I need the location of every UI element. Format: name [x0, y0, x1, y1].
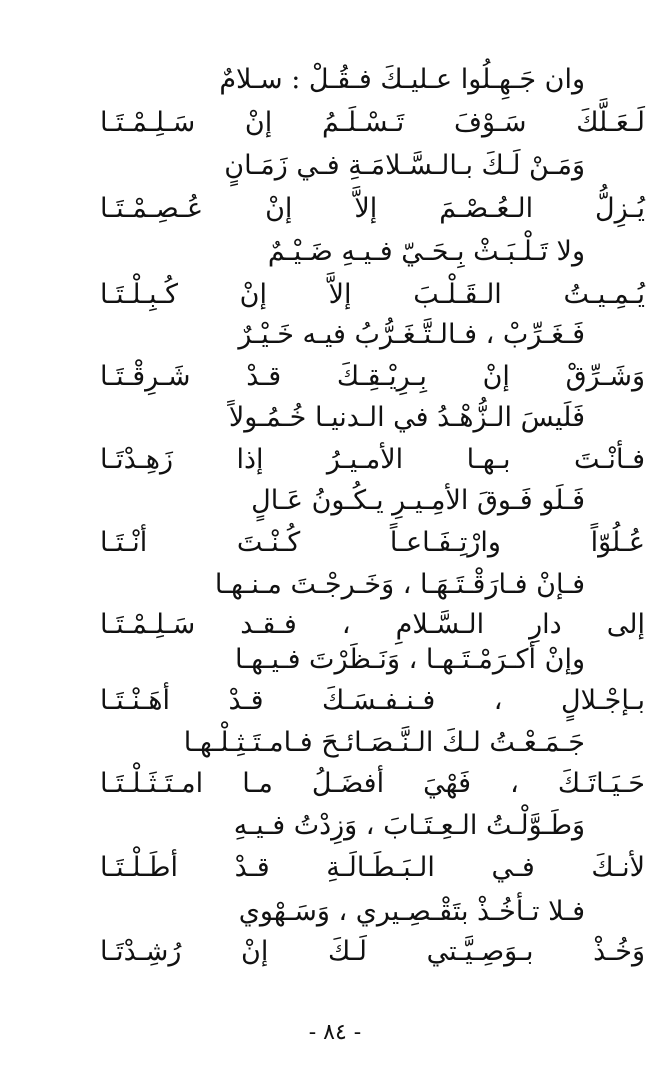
- poem-line-22: وَخُـذْ بـوَصِـيَّـتي لَـكَ إنْ رُشِـدْتَـا: [100, 936, 645, 967]
- page-number: - ٨٤ -: [308, 1020, 362, 1045]
- poem-line-6: يُـمِـيـتُ الـقَـلْـبَ إلاَّ إنْ كُـبِـلْـتَـا: [100, 279, 645, 310]
- poem-line-13: فـإنْ فـارَقْـتَـهَـا ، وَخَـرجْـتَ مـنـهـا: [214, 569, 585, 600]
- poem-line-8: وَشَـرِّقْ إنْ بِـرِيْـقِـكَ قـدْ شَـرِقْـتَـا: [100, 361, 645, 392]
- poem-line-21: فـلا تـأخُـذْ بتَقْـصِـيري ، وَسَـهْوي: [238, 896, 585, 927]
- poem-line-20: لأنـكَ فـي الـبَـطَـالَـةِ قـدْ أطَـلْـتَـا: [100, 852, 645, 883]
- poem-line-2: لَـعَـلَّكَ سَـوْفَ تَـسْـلَـمُ إنْ سَـلِـمْـتَـا: [100, 107, 645, 138]
- poem-line-4: يُـزِلُّ الـعُـصْـمَ إلاَّ إنْ عُـصِـمْـتَـا: [100, 193, 645, 224]
- poem-line-17: جَـمَـعْـتُ لـكَ الـنَّـصَـائـحَ فـامـتَـثِـلْـهـا: [183, 727, 585, 758]
- poem-line-12: عُـلُوّاً وارْتِـفَـاعـاً كُـنْـتَ أنْـتَـا: [100, 527, 645, 558]
- poem-line-7: فَـغَـرِّبْ ، فـالـتَّـغَـرُّبُ فيـه خَـيْـرٌ: [238, 319, 585, 350]
- poem-line-9: فَلَيسَ الـزُّهْـدُ في الـدنيـا خُـمُـولاً: [228, 402, 585, 433]
- poem-line-3: وَمَـنْ لَـكَ بـالـسَّـلامَـةِ فـي زَمَـانٍ: [224, 150, 585, 181]
- poem-line-14: إلى دارِ الـسَّـلامِ ، فـقـد سَـلِـمْـتَـا: [100, 609, 645, 640]
- poem-line-10: فـأنْـتَ بـهـا الأمـيـرُ إذا زَهِـدْتَـا: [100, 444, 645, 475]
- poem-line-11: فَـلَو فَـوقَ الأمِـيـرِ يـكُـونُ عَـالٍ: [251, 485, 585, 516]
- poem-line-5: ولا تَـلْـبَـثْ بِـحَـيّ فـيـهِ ضَـيْـمٌ: [267, 236, 585, 267]
- poem-line-19: وَطَـوَّلْـتُ الـعِـتَـابَ ، وَزِدْتُ فـيـهِ: [233, 810, 585, 841]
- poem-line-18: حَـيَـاتَـكَ ، فَهْيَ أفضَـلُ مـا امـتَـثَـلْـتَـا: [100, 768, 645, 799]
- poem-line-1: وان جَـهِـلُوا عـليـكَ فـقُـلْ : سـلامٌ: [219, 64, 585, 95]
- poem-line-15: وإنْ أكـرَمْـتَـهـا ، وَنَـظَرْتَ فـيـهـا: [235, 644, 585, 675]
- poem-line-16: بـإجْـلالٍ ، فـنـفـسَـكَ قـدْ أهَـنْـتَـا: [100, 685, 645, 716]
